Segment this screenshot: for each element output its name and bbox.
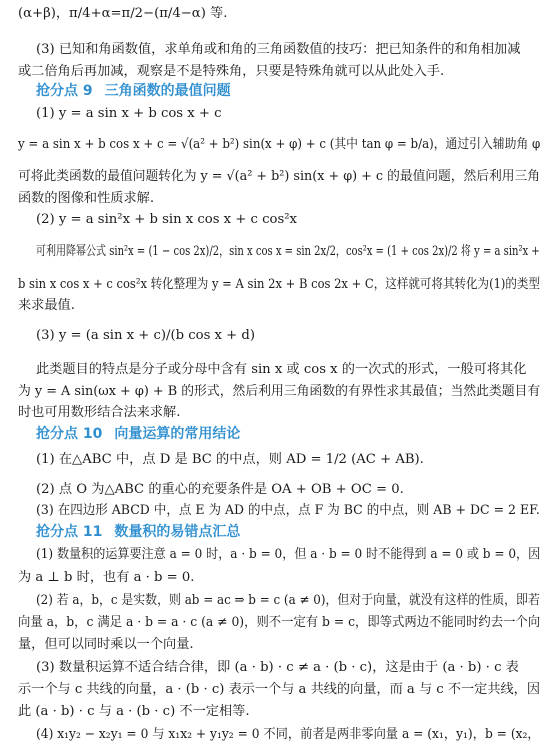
section-title: 向量运算的常用结论 (114, 426, 241, 442)
text-line: (3) 数量积运算不适合结合律，即 (a · b) · c ≠ a · (b · c)，这是由于 (a · b) · c 表 (36, 660, 519, 675)
text-line: (1) y = a sin x + b cos x + c (36, 106, 222, 121)
text-line: 为 y = A sin(ωx + φ) + B 的形式，然后利用三角函数的有界性求其最值；当然此类题目有 (18, 384, 541, 399)
section-heading-11 (36, 522, 240, 542)
text-line: (2) 若 a，b，c 是实数，则 ab = ac ⇒ b = c (a ≠ 0)，但对于向量，就没有这样的性质，即若 (36, 593, 540, 608)
text-line: 可将此类函数的最值问题转化为 y = √(a² + b²) sin(x + φ) + c 的最值问题，然后利用三角 (18, 169, 541, 184)
text-line: 函数的图像和性质求解. (18, 191, 155, 206)
text-line: 向量 a，b，c 满足 a · b = a · c (a ≠ 0)，则不一定有 b = c，即等式两边不能同时约去一个向 (18, 615, 541, 630)
text-line: 量，但可以同时乘以一个向量. (18, 637, 194, 652)
text-line: 来求最值. (18, 298, 75, 313)
section-label: 抢分点 9 (36, 83, 93, 99)
text-line: (2) 点 O 为△ABC 的重心的充要条件是 OA + OB + OC = 0. (36, 482, 404, 497)
text-line: 此类题目的特点是分子或分母中含有 sin x 或 cos x 的一次式的形式，一般可将其化 (36, 362, 527, 377)
section-label: 抢分点 11 (36, 524, 103, 540)
text-line: 时也可用数形结合法来求解. (18, 405, 181, 420)
text-line: (3) 在四边形 ABCD 中，点 E 为 AD 的中点，点 F 为 BC 的中点，则 AB + DC = 2 EF. (36, 503, 540, 518)
formula-line: y = a sin x + b cos x + c = √(a² + b²) sin(x + φ) + c (其中 tan φ = b/a)，通过引入辅助角 φ (18, 137, 541, 152)
text-line: (2) y = a sin²x + b sin x cos x + c cos²x (36, 212, 297, 227)
text-line: 此 (a · b) · c 与 a · (b · c) 不一定相等. (18, 704, 250, 719)
formula-line: 可利用降幂公式 sin²x = (1 − cos 2x)/2，sin x cos x = sin 2x/2，cos²x = (1 + cos 2x)/2 将 y = a sin²x + (36, 244, 540, 259)
text-line: 或二倍角后再加减，观察是不是特殊角，只要是特殊角就可以从此处入手. (18, 64, 445, 79)
text-line: (α+β)，π/4+α=π/2−(π/4−α) 等. (18, 6, 228, 21)
text-line: (1) 数量积的运算要注意 a = 0 时，a · b = 0，但 a · b = 0 时不能得到 a = 0 或 b = 0，因 (36, 547, 541, 562)
section-title: 三角函数的最值问题 (104, 83, 231, 99)
text-line: (4) x₁y₂ − x₂y₁ = 0 与 x₁x₂ + y₁y₂ = 0 不同，前者是两非零向量 a = (x₁，y₁)，b = (x₂， (36, 727, 540, 742)
section-label: 抢分点 10 (36, 426, 103, 442)
formula-line: (3) y = (a sin x + c)/(b cos x + d) (36, 328, 255, 343)
section-title: 数量积的易错点汇总 (114, 524, 241, 540)
text-line: 示一个与 c 共线的向量，a · (b · c) 表示一个与 a 共线的向量，而 a 与 c 不一定共线，因 (18, 682, 540, 697)
section-heading-9 (36, 81, 231, 101)
text-line: (1) 在△ABC 中，点 D 是 BC 的中点，则 AD = 1/2 (AC + AB). (36, 452, 424, 467)
section-heading-10 (36, 424, 240, 444)
text-line: (3) 已知和角函数值，求单角或和角的三角函数值的技巧：把已知条件的和角相加减 (36, 42, 521, 57)
text-line: b sin x cos x + c cos²x 转化整理为 y = A sin 2x + B cos 2x + C，这样就可将其转化为(1)的类型 (18, 277, 541, 292)
text-line: 为 a ⊥ b 时，也有 a · b = 0. (18, 570, 195, 585)
